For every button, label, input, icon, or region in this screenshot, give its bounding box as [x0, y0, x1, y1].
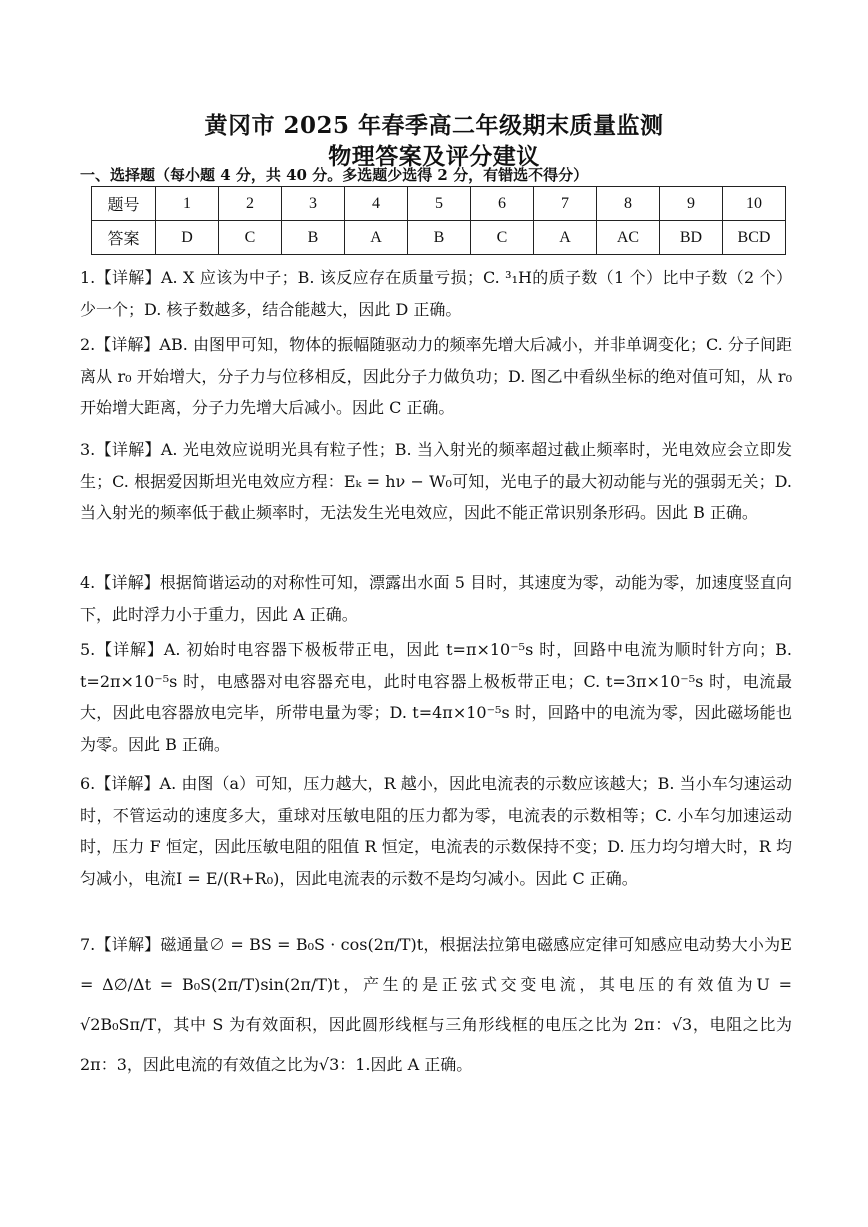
table-cell: 3 — [282, 187, 345, 221]
table-cell: 4 — [345, 187, 408, 221]
table-header-cell: 答案 — [92, 221, 156, 255]
table-header-cell: 题号 — [92, 187, 156, 221]
table-row-answers — [92, 221, 786, 255]
section-heading-choice: 一、选择题（每小题 4 分，共 40 分。多选题少选得 2 分，有错选不得分） — [80, 166, 589, 184]
table-cell: D — [156, 221, 219, 255]
table-cell: AC — [597, 221, 660, 255]
explanation-paragraph-6: 6.【详解】A. 由图（a）可知，压力越大，R 越小，因此电流表的示数应该越大；B. 当小车匀速运动时，不管运动的速度多大，重球对压敏电阻的压力都为零，电流表的示数相等；C. 小车匀加速运动时，压力 F 恒定，因此压敏电阻的阻值 R 恒定，电流表的示数保持不变；D. 压力均匀增大时，R 均匀减小，电流I = E/(R+R₀)，因此电流表的示数不是均匀减小。因此 C 正确。 — [80, 774, 792, 888]
table-cell: 7 — [534, 187, 597, 221]
table-cell: B — [282, 221, 345, 255]
explanation-paragraph-4: 4.【详解】根据简谐运动的对称性可知，漂露出水面 5 目时，其速度为零，动能为零，加速度竖直向下，此时浮力小于重力，因此 A 正确。 — [80, 573, 792, 624]
table-row-numbers — [92, 187, 786, 221]
table-cell: 8 — [597, 187, 660, 221]
table-cell: 5 — [408, 187, 471, 221]
table-cell: BD — [660, 221, 723, 255]
explanation-paragraph-1: 1.【详解】A. X 应该为中子；B. 该反应存在质量亏损；C. ³₁H的质子数（1 个）比中子数（2 个）少一个；D. 核子数越多，结合能越大，因此 D 正确。 — [80, 268, 792, 319]
table-cell: 9 — [660, 187, 723, 221]
table-cell: 6 — [471, 187, 534, 221]
explanation-paragraph-5: 5.【详解】A. 初始时电容器下极板带正电，因此 t=π×10⁻⁵s 时，回路中电流为顺时针方向；B. t=2π×10⁻⁵s 时，电感器对电容器充电，此时电容器上极板带正电；C. t=3π×10⁻⁵s 时，电流最大，因此电容器放电完毕，所带电量为零；D. t=4π×10⁻⁵s 时，回路中的电流为零，因此磁场能也为零。因此 B 正确。 — [80, 640, 792, 754]
document-title: 黄冈市 2025 年春季高二年级期末质量监测 — [204, 112, 664, 139]
table-cell: A — [345, 221, 408, 255]
table-cell: C — [219, 221, 282, 255]
table-cell: 2 — [219, 187, 282, 221]
document-subtitle: 物理答案及评分建议 — [328, 143, 540, 170]
table-cell: BCD — [723, 221, 786, 255]
explanation-paragraph-2: 2.【详解】AB. 由图甲可知，物体的振幅随驱动力的频率先增大后减小，并非单调变化；C. 分子间距离从 r₀ 开始增大，分子力与位移相反，因此分子力做负功；D. 图乙中看纵坐标的绝对值可知，从 r₀ 开始增大距离，分子力先增大后减小。因此 C 正确。 — [80, 335, 792, 417]
table-cell: C — [471, 221, 534, 255]
table-cell: 10 — [723, 187, 786, 221]
answer-table — [91, 186, 786, 255]
table-cell: B — [408, 221, 471, 255]
explanation-paragraph-7: 7.【详解】磁通量∅ = BS = B₀S · cos(2π/T)t，根据法拉第电磁感应定律可知感应电动势大小为E = Δ∅/Δt = B₀S(2π/T)sin(2π/T)t，产生的是正弦式交变电流，其电压的有效值为U = √2B₀Sπ/T，其中 S 为有效面积，因此圆形线框与三角形线框的电压之比为 2π：√3，电阻之比为 2π：3，因此电流的有效值之比为√3：1.因此 A 正确。 — [80, 935, 792, 1074]
table-cell: A — [534, 221, 597, 255]
explanation-paragraph-3: 3.【详解】A. 光电效应说明光具有粒子性；B. 当入射光的频率超过截止频率时，光电效应会立即发生；C. 根据爱因斯坦光电效应方程：Eₖ = hν − W₀可知，光电子的最大初动能与光的强弱无关；D. 当入射光的频率低于截止频率时，无法发生光电效应，因此不能正常识别条形码。因此 B 正确。 — [80, 440, 792, 522]
table-cell: 1 — [156, 187, 219, 221]
